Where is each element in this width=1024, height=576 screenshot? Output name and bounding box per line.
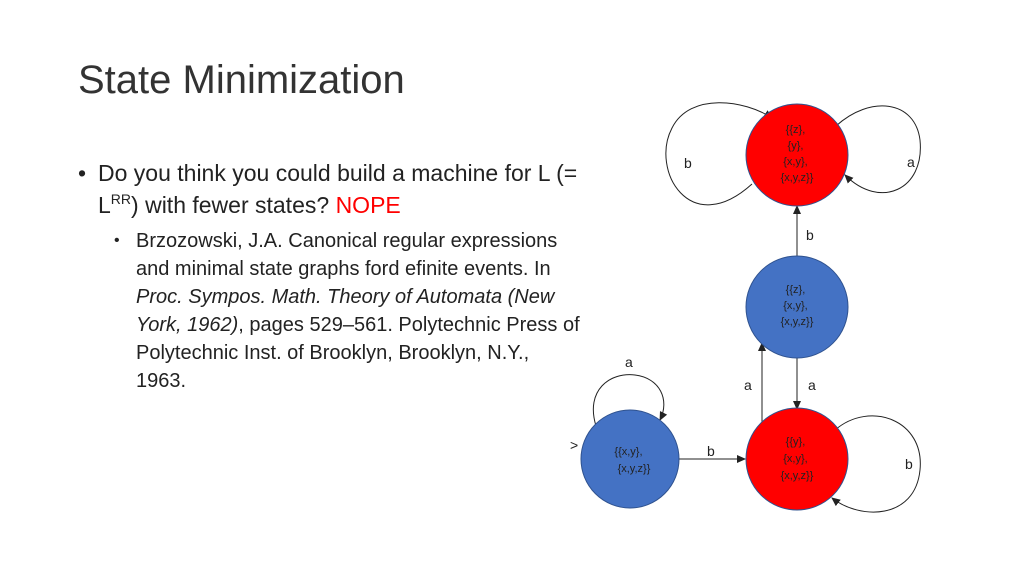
citation-part2: , pages 529–561. Polytechnic Press of Polytechnic Inst. of Brooklyn, Brooklyn, N.Y., 1963.: [136, 314, 580, 392]
slide-title: State Minimization: [78, 58, 405, 102]
bullet-dot: •: [78, 160, 87, 186]
state-top-line: {x,y,z}}: [780, 172, 814, 184]
state-bottom-line: {{y},: [785, 436, 806, 448]
state-top-line: {x,y},: [783, 156, 808, 168]
label-start-to-bottom: b: [707, 443, 715, 459]
label-middle-to-top: b: [806, 227, 814, 243]
state-middle-line: {{z},: [785, 284, 806, 296]
question-text-pre: Do you think you could build a machine for L (= L: [98, 160, 578, 218]
question-text-post: ) with fewer states?: [131, 192, 336, 218]
label-middle-to-bottom: a: [808, 377, 816, 393]
label-start-self: a: [625, 354, 633, 370]
citation-italic: Proc. Sympos. Math. Theory of Automata (New York, 1962): [136, 286, 555, 336]
state-top: [746, 104, 848, 206]
question-superscript: RR: [110, 191, 132, 207]
nope-answer: NOPE: [335, 192, 401, 218]
citation-part1: Brzozowski, J.A. Canonical regular expressions and minimal state graphs ford efinite events. In: [136, 230, 558, 280]
state-middle-line: {x,y},: [783, 300, 808, 312]
start-marker: >: [570, 437, 579, 453]
label-bottom-self: b: [905, 456, 913, 472]
state-bottom-line: {x,y,z}}: [780, 470, 814, 482]
label-top-self-right: a: [907, 154, 915, 170]
state-middle-line: {x,y,z}}: [780, 316, 814, 328]
top-self-loop-right: [836, 106, 920, 193]
label-top-self-left: b: [684, 155, 692, 171]
state-start: [581, 410, 679, 508]
state-bottom-line: {x,y},: [783, 453, 808, 465]
state-top-line: {{z},: [785, 124, 806, 136]
sub-bullet-dot: •: [114, 232, 120, 249]
state-start-line: {{x,y},: [614, 446, 643, 458]
state-start-line: {x,y,z}}: [617, 463, 651, 475]
label-bottom-to-middle: a: [744, 377, 752, 393]
state-top-line: {y},: [787, 140, 804, 152]
